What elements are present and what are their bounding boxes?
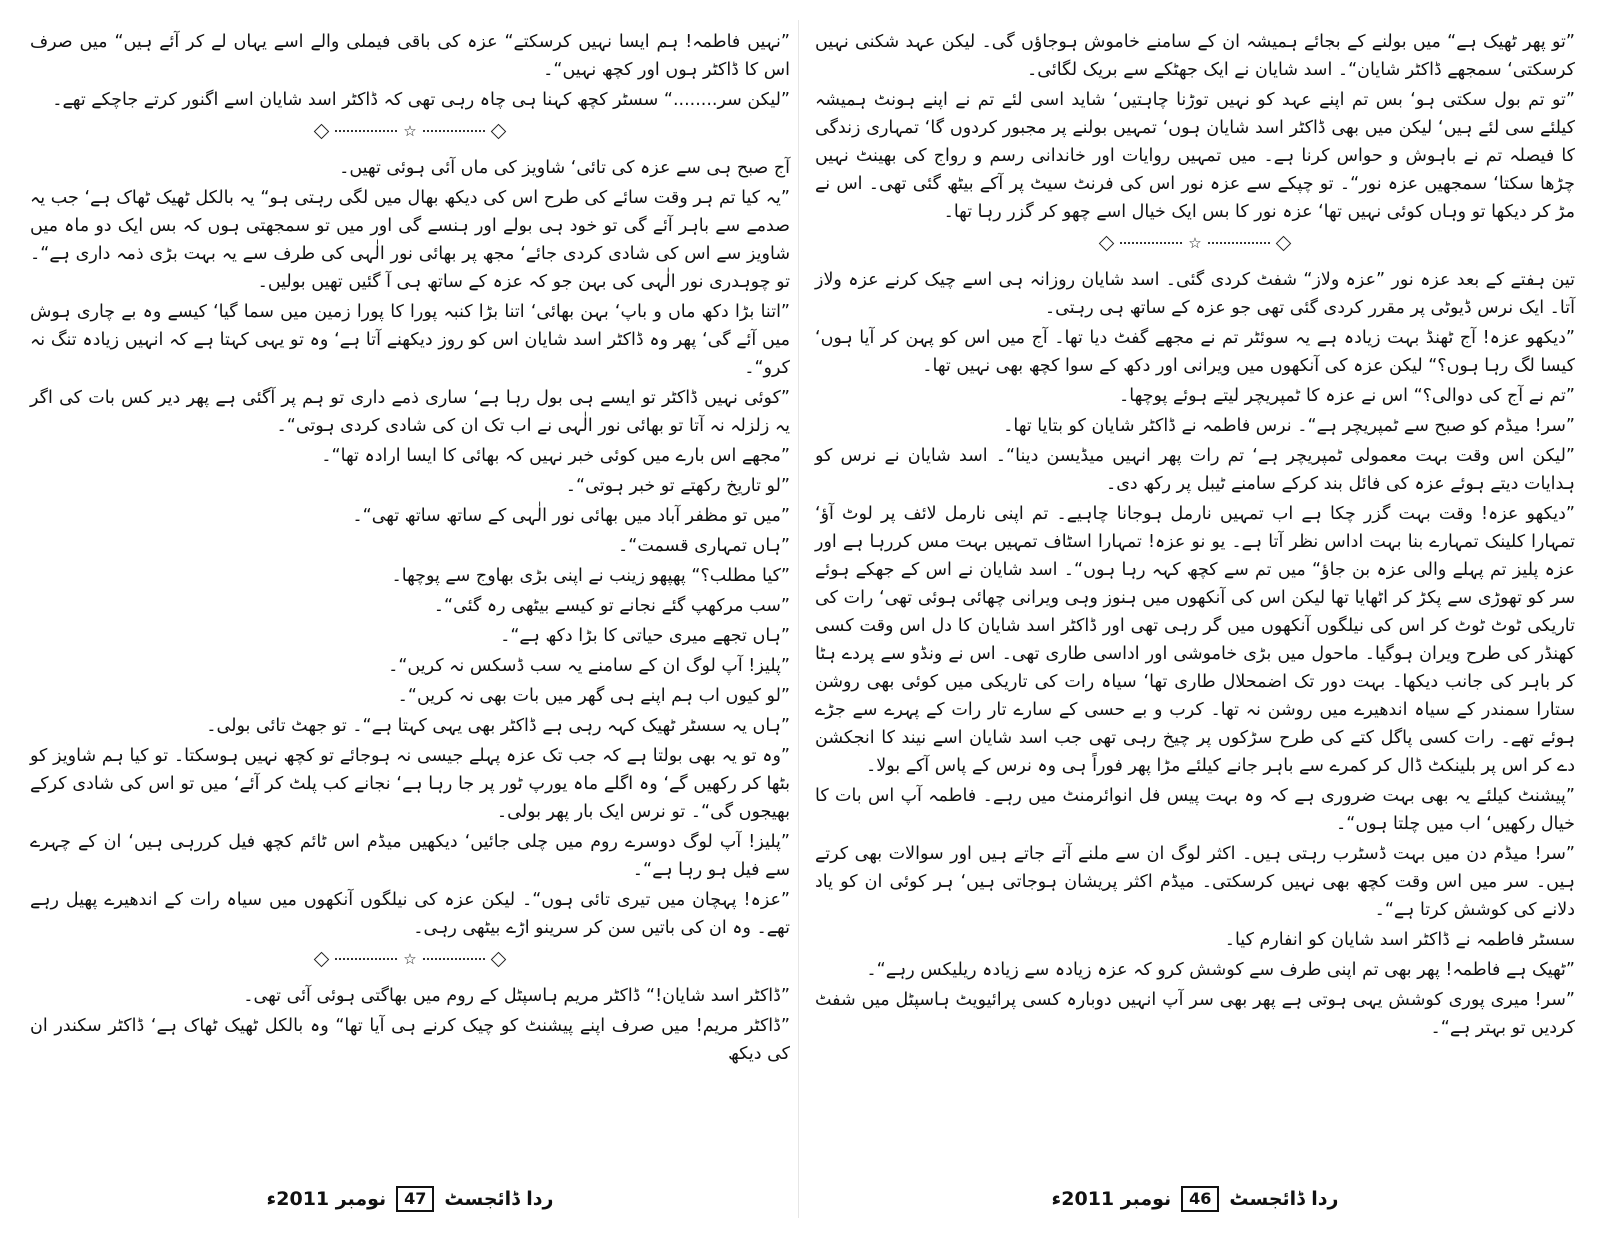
left-page bbox=[30, 28, 790, 1218]
diamond-ornament-icon bbox=[490, 951, 506, 967]
paragraph: ”سر! میڈم دن میں بہت ڈسٹرب رہتی ہیں۔ اکثر لوگ ان سے ملنے آتے جاتے ہیں اور سوالات بھی کرتے ہیں۔ سر میں اس وقت کچھ بھی نہیں کرسکتی۔ میڈم اکثر پریشان ہوجاتی ہیں‘ ہر کوئی ان کو یاد دلانے کی کوشش کرتا ہے“۔ bbox=[815, 844, 1575, 920]
diamond-ornament-icon bbox=[314, 951, 330, 967]
paragraph: ”کوئی نہیں ڈاکٹر تو ایسے ہی بول رہا ہے‘ ساری ذمے داری تو ہم پر آگئی ہے پھر دیر کس بات کی اگر یہ زلزلہ نہ آتا تو بھائی نور الٰہی نے اب تک ان کی شادی کردی ہوتی“۔ bbox=[30, 388, 790, 436]
section-divider bbox=[30, 118, 790, 144]
paragraph: ”وہ تو یہ بھی بولتا ہے کہ جب تک عزہ پہلے جیسی نہ ہوجائے تو کچھ نہیں ہوسکتا۔ تو کیا ہم شاویز کو بٹھا کر رکھیں گے‘ وہ اگلے ماہ یورپ ٹور پر جا رہا ہے‘ نجانے کب پلٹ کر آئے‘ میں تو اس کی شادی کرکے بھیجوں گی“۔ تو نرس ایک بار پھر بولی۔ bbox=[30, 746, 790, 822]
section-divider bbox=[30, 946, 790, 972]
paragraph: ”ڈاکٹر مریم! میں صرف اپنے پیشنٹ کو چیک کرنے ہی آیا تھا“ وہ بالکل ٹھیک ٹھاک ہے‘ ڈاکٹر سکندر ان کی دیکھ bbox=[30, 1016, 790, 1064]
paragraph: ”ہاں تمہاری قسمت“۔ bbox=[618, 536, 790, 556]
paragraph: ”سر! میری پوری کوشش یہی ہوتی ہے پھر بھی سر آپ انہیں دوبارہ کسی پرائیویٹ ہاسپٹل میں شفٹ کردیں تو بہتر ہے“۔ bbox=[815, 990, 1575, 1038]
paragraph: ”تو پھر ٹھیک ہے“ میں بولنے کے بجائے ہمیشہ ان کے سامنے خاموش ہوجاؤں گی۔ لیکن عہد شکنی نہیں کرسکتی‘ سمجھے ڈاکٹر شایان“۔ اسد شایان نے ایک جھٹکے سے بریک لگائی۔ bbox=[815, 32, 1575, 80]
paragraph: ”دیکھو عزہ! آج ٹھنڈ بہت زیادہ ہے یہ سوئٹر تم نے مجھے گفٹ دیا تھا۔ آج میں اس کو پہن کر آیا ہوں‘ کیسا لگ رہا ہوں؟“ لیکن عزہ کی آنکھوں میں ویرانی اور دکھ کے سوا کچھ بھی نہیں تھا۔ bbox=[815, 328, 1575, 376]
star-icon: ☆ bbox=[403, 121, 417, 140]
magazine-name: ردا ڈائجسٹ bbox=[444, 1188, 554, 1210]
page-footer bbox=[815, 1186, 1575, 1212]
paragraph: ”لو تاریخ رکھتے تو خبر ہوتی“۔ bbox=[565, 476, 790, 496]
paragraph: ”لو کیوں اب ہم اپنے ہی گھر میں بات بھی نہ کریں“۔ bbox=[397, 686, 790, 706]
diamond-ornament-icon bbox=[314, 123, 330, 139]
paragraph: ”پیشنٹ کیلئے یہ بھی بہت ضروری ہے کہ وہ بہت پیس فل انوائرمنٹ میں رہے۔ فاطمہ آپ اس بات کا خیال رکھیں‘ اب میں چلتا ہوں“۔ bbox=[815, 786, 1575, 834]
paragraph: ”اتنا بڑا دکھ ماں و باپ‘ بہن بھائی‘ اتنا بڑا کنبہ پورا کا پورا زمین میں سما گیا‘ کیسے وہ بے چاری ہوش میں آئے گی‘ پھر وہ ڈاکٹر اسد شایان اس کو روز دیکھنے آتا ہے‘ وہ تو یہی کہتا ہے کہ انہیں زیادہ تنگ نہ کرو“۔ bbox=[30, 302, 790, 378]
diamond-ornament-icon bbox=[490, 123, 506, 139]
section-divider bbox=[815, 230, 1575, 256]
diamond-ornament-icon bbox=[1099, 235, 1115, 251]
paragraph: ”ٹھیک ہے فاطمہ! پھر بھی تم اپنی طرف سے کوشش کرو کہ عزہ زیادہ سے زیادہ ریلیکس رہے“۔ bbox=[866, 960, 1575, 980]
paragraph: ”دیکھو عزہ! وقت بہت گزر چکا ہے اب تمہیں نارمل ہوجانا چاہیے۔ تم اپنی نارمل لائف پر لوٹ آؤ‘ تمہارا کلینک تمہارے بنا بہت اداس نظر آتا ہے۔ یو نو عزہ! تمہارا اسٹاف تمہیں بہت مس کررہا ہے اور عزہ پلیز تم پہلے والی عزہ بن جاؤ“ میں تم سے کچھ کہہ رہا ہوں“۔ اسد شایان نے اس کے جھکے ہوئے سر کو تھوڑی سے پکڑ کر اٹھایا تھا لیکن اس کی آنکھوں میں ہنوز وہی ویرانی چھائی ہوئی تھی‘ رات کی تاریکی ٹوٹ ٹوٹ کر اس کی نیلگوں آنکھوں میں گر رہی تھی اور ڈاکٹر اسد شایان کا دل اس وقت کسی کھنڈر کی طرح ویران ہوگیا۔ ماحول میں بڑی خاموشی اور اداسی طاری تھی۔ اس نے ونڈو سے پردے ہٹا کر باہر کی جانب دیکھا۔ بہت دور تک اضمحلال طاری تھا‘ سیاہ رات کی تاریکی میں کوئی بھی روشن ستارا سمندر کے سیاہ اندھیرے میں روشن نہ تھا۔ کرب و بے حسی کے سارے تار رات کے پہرے سے جڑے ہوئے تھے۔ رات کسی پاگل کتے کی طرح سڑکوں پر چیخ رہی تھی جب اسد شایان اسے نیند کا انجکشن دے کر اس پر بلینکٹ ڈال کر کمرے سے باہر جانے کیلئے مڑا پھر فوراً ہی وہ نرس کے پاس آکے بولا۔ bbox=[815, 504, 1575, 776]
paragraph: ”کیا مطلب؟“ پھپھو زینب نے اپنی بڑی بھاوج سے پوچھا۔ bbox=[391, 566, 790, 586]
paragraph: ”ہاں یہ سسٹر ٹھیک کہہ رہی ہے ڈاکٹر بھی یہی کہتا ہے“۔ تو جھٹ تائی بولی۔ bbox=[206, 716, 790, 736]
paragraph: سسٹر فاطمہ نے ڈاکٹر اسد شایان کو انفارم کیا۔ bbox=[1224, 930, 1575, 950]
paragraph: ”سر! میڈم کو صبح سے ٹمپریچر ہے“۔ نرس فاطمہ نے ڈاکٹر شایان کو بتایا تھا۔ bbox=[1003, 416, 1575, 436]
paragraph: ”تم نے آج کی دوالی؟“ اس نے عزہ کا ٹمپریچر لیتے ہوئے پوچھا۔ bbox=[1119, 386, 1575, 406]
paragraph: ”ہاں تجھے میری حیاتی کا بڑا دکھ ہے“۔ bbox=[500, 626, 790, 646]
paragraph: ”یہ کیا تم ہر وقت سائے کی طرح اس کی دیکھ بھال میں لگی رہتی ہو“ یہ بالکل ٹھیک ٹھاک ہے‘ جب یہ صدمے سے باہر آئے گی تو خود ہی بولے اور ہنسے گی اور میں تو سمجھتی ہوں کہ بس ایک دو ماہ میں شاویز سے اس کی شادی کردی جائے‘ مجھ پر بھائی نور الٰہی کی طرف سے یہ بہت بڑی ذمہ داری ہے“۔ تو چوہدری نور الٰہی کی بہن جو کہ عزہ کے ساتھ ہی آ گئیں تھیں بولیں۔ bbox=[30, 188, 790, 292]
paragraph: ”پلیز! آپ لوگ دوسرے روم میں چلی جائیں‘ دیکھیں میڈم اس ٹائم کچھ فیل کررہی ہیں‘ ان کے چہرے سے فیل ہو رہا ہے“۔ bbox=[30, 832, 790, 880]
issue-date: نومبر 2011ء bbox=[1051, 1188, 1172, 1210]
paragraph: ”نہیں فاطمہ! ہم ایسا نہیں کرسکتے“ عزہ کی باقی فیملی والے اسے یہاں لے کر آئے ہیں“ میں صرف اس کا ڈاکٹر ہوں اور کچھ نہیں“۔ bbox=[30, 32, 790, 80]
paragraph: ”میں تو مظفر آباد میں بھائی نور الٰہی کے ساتھ ساتھ تھی“۔ bbox=[352, 506, 790, 526]
paragraph: ”پلیز! آپ لوگ ان کے سامنے یہ سب ڈسکس نہ کریں“۔ bbox=[388, 656, 790, 676]
page-gutter bbox=[798, 20, 799, 1218]
paragraph: ”سب مرکھپ گئے نجانے تو کیسے بیٹھی رہ گئی“۔ bbox=[433, 596, 790, 616]
star-icon: ☆ bbox=[1188, 233, 1202, 252]
right-page bbox=[815, 28, 1575, 1218]
star-icon: ☆ bbox=[403, 949, 417, 968]
magazine-name: ردا ڈائجسٹ bbox=[1229, 1188, 1339, 1210]
paragraph: تین ہفتے کے بعد عزہ نور ”عزہ ولاز“ شفٹ کردی گئی۔ اسد شایان روزانہ ہی اسے چیک کرنے عزہ ولاز آتا۔ ایک نرس ڈیوٹی پر مقرر کردی گئی تھی جو عزہ کے ساتھ ہی رہتی۔ bbox=[815, 270, 1575, 318]
paragraph: ”لیکن سر........“ سسٹر کچھ کہنا ہی چاہ رہی تھی کہ ڈاکٹر اسد شایان اسے اگنور کرتے جاچکے تھے۔ bbox=[52, 90, 790, 110]
diamond-ornament-icon bbox=[1275, 235, 1291, 251]
page-number: 47 bbox=[396, 1186, 434, 1212]
paragraph: ”عزہ! پہچان میں تیری تائی ہوں“۔ لیکن عزہ کی نیلگوں آنکھوں میں سیاہ رات کے اندھیرے پھیل رہے تھے۔ وہ ان کی باتیں سن کر سرینو اڑے بیٹھی رہی۔ bbox=[30, 890, 790, 938]
paragraph: آج صبح ہی سے عزہ کی تائی‘ شاویز کی ماں آئی ہوئی تھیں۔ bbox=[339, 158, 790, 178]
issue-date: نومبر 2011ء bbox=[266, 1188, 387, 1210]
paragraph: ”ڈاکٹر اسد شایان!“ ڈاکٹر مریم ہاسپٹل کے روم میں بھاگتی ہوئی آئی تھی۔ bbox=[243, 986, 790, 1006]
page-number: 46 bbox=[1181, 1186, 1219, 1212]
paragraph: ”لیکن اس وقت بہت معمولی ٹمپریچر ہے‘ تم رات پھر انہیں میڈیسن دینا“۔ اسد شایان نے نرس کو ہدایات دیتے ہوئے عزہ کی فائل بند کرکے سامنے ٹیبل پر رکھ دی۔ bbox=[815, 446, 1575, 494]
page-footer bbox=[30, 1186, 790, 1212]
paragraph: ”تو تم بول سکتی ہو‘ بس تم اپنے عہد کو نہیں توڑنا چاہتیں‘ شاید اسی لئے تم نے اپنے ہونٹ ہمیشہ کیلئے سی لئے ہیں‘ لیکن میں بھی ڈاکٹر اسد شایان ہوں‘ تمہیں بولنے پر مجبور کردوں گا‘ تمہاری زندگی کا فیصلہ تم نے باہوش و حواس کرنا ہے۔ میں تمہیں روایات اور خاندانی رسم و رواج کی بھینٹ نہیں چڑھا سکتا‘ سمجھیں عزہ نور“۔ تو چپکے سے عزہ نور اس کی فرنٹ سیٹ پر آکے بیٹھ گئی تھی۔ اس نے مڑ کر دیکھا تو وہاں کوئی نہیں تھا‘ عزہ نور کا بس ایک خیال اسے چھو کر گزر رہا تھا۔ bbox=[815, 90, 1575, 222]
paragraph: ”مجھے اس بارے میں کوئی خبر نہیں کہ بھائی کا ایسا ارادہ تھا“۔ bbox=[321, 446, 790, 466]
